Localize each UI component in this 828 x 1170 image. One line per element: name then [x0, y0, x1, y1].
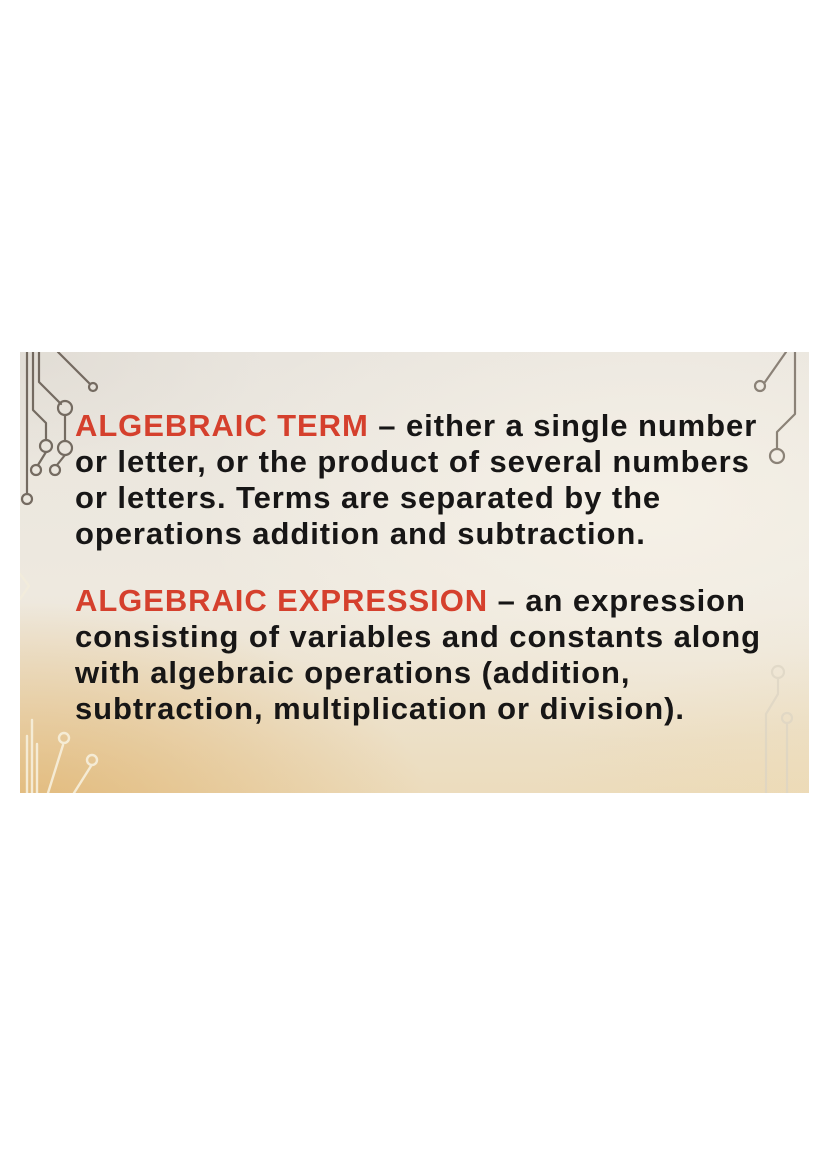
term-first-line-rest: – either a single number — [378, 408, 758, 443]
expression-first-line-rest: – an expression — [497, 583, 746, 618]
expression-line-3: with algebraic operations (addition, — [75, 655, 631, 690]
slide-text-content — [20, 352, 809, 793]
expression-line-4: subtraction, multiplication or division). — [75, 691, 685, 726]
expression-heading: ALGEBRAIC EXPRESSION — [75, 583, 489, 618]
expression-line-2: consisting of variables and constants along — [75, 619, 761, 654]
term-line-3: or letters. Terms are separated by the — [75, 480, 662, 515]
expression-first-line — [75, 583, 789, 619]
term-first-line — [75, 408, 789, 444]
presentation-slide — [20, 352, 809, 793]
term-heading: ALGEBRAIC TERM — [75, 408, 369, 443]
definition-paragraph-term — [75, 408, 789, 552]
term-line-2: or letter, or the product of several numbers — [75, 444, 750, 479]
definition-paragraph-expression — [75, 583, 789, 727]
term-line-4: operations addition and subtraction. — [75, 516, 646, 551]
